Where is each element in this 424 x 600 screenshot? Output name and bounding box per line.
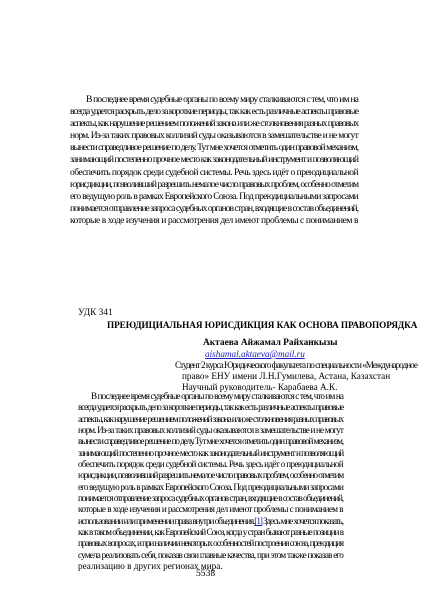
body-line: реализацию в других регионах мира. [78,561,223,572]
body-line: как в таком объединении, как Европейский Союз, когда у стран бывают разные позиции в [78,527,343,538]
body-line: аспекты, как нарушение решением положений закона или же столкновения разных правовых [78,413,343,424]
body-text: Здесь мне хочется показать, [261,515,343,526]
reference-link[interactable]: [1] [254,515,262,526]
intro-line: его ведущую роль в рамках Европейского Союза. Под преюдициальными запросами [70,190,358,202]
intro-line: вынести справедливое решение по делу. Тут мне хочется отметить один правовой механизм, [70,142,358,154]
intro-line: юрисдикции, позволивший разрешить немалое число правовых проблем, особенно отметим [70,178,358,190]
affiliation-line: право» ЕНУ имени Л.Н.Гумилева, Астана, Казахстан [182,371,391,381]
udk-code: УДК 341 [78,308,113,318]
body-line: сумела реализовать себя, показав свои главные качества, при этом также показав его [78,549,343,560]
body-line: понимается отправление запроса судебных органов стран, входящие в состав объединений, [78,493,343,504]
intro-line: аспекты, как нарушение решением положений закона или же столкновения разных правовых [70,118,358,130]
body-line: вынести справедливое решение по делу. Тут мне хочется отметить один правовой механизм, [78,436,343,447]
intro-line: понимается отправление запроса судебных органов стран, входящие в состав объединений, [70,202,358,214]
intro-line: занимающий постепенно прочное место как законодательный инструмент и позволяющий [70,154,358,166]
affiliation-line: Научный руководитель- Карабаева А.К. [182,382,338,392]
author-email-link[interactable]: aishamal.aktaeva@mail.ru [205,349,305,359]
body-text: использовании или применении права внутри объединения. [78,515,255,526]
intro-line: которые в ходе изучения и рассмотрения дел имеют проблемы с пониманием в [70,214,358,226]
body-line: его ведущую роль в рамках Европейского Союза. Под преюдициальными запросами [78,481,343,492]
article-title: ПРЕЮДИЦИАЛЬНАЯ ЮРИСДИКЦИЯ КАК ОСНОВА ПРАВОПОРЯДКА [107,320,418,330]
body-paragraph [78,391,343,573]
body-line: правовых вопросах, и при наличии некоторых особенностей построения союза, преюдиция [78,538,343,549]
author-affiliation [175,360,417,393]
intro-line: всегда удается раскрыть дело за короткие периоды, так как есть различные аспекты правовые [70,106,358,118]
intro-line: норм. Из-за таких правовых коллизий суды оказываются в замешательстве и не могут [70,130,358,142]
body-line: В последнее время судебные органы по всему миру сталкиваются с тем, что им на [91,391,343,401]
body-line: обеспечить порядок среди судебной системы. Речь здесь идёт о преюдициальной [78,459,343,470]
intro-line: В последнее время судебные органы по всему миру сталкиваются с тем, что им на [86,94,358,105]
intro-line: обеспечить порядок среди судебной системы. Речь здесь идёт о преюдициальной [70,166,358,178]
affiliation-line: Студент 2 курса Юридического факультета по специальности «Международное [175,360,417,370]
author-name: Актаева Айжамал Райханкызы [203,338,338,348]
body-line: юрисдикции, позволивший разрешить немалое число правовых проблем, особенно отметим [78,470,343,481]
intro-paragraph [70,94,358,227]
page-number: 5538 [196,568,216,579]
body-line: норм. Из-за таких правовых коллизий суды оказываются в замешательстве и не могут [78,425,343,436]
body-line: которые в ходе изучения и рассмотрения дел имеют проблемы с пониманием в [78,504,343,515]
body-line: всегда удается раскрыть дело за короткие периоды, так как есть различные аспекты правовые [78,402,343,413]
body-line-with-reference [78,516,343,527]
body-line: занимающий постепенно прочное место как законодательный инструмент и позволяющий [78,447,343,458]
